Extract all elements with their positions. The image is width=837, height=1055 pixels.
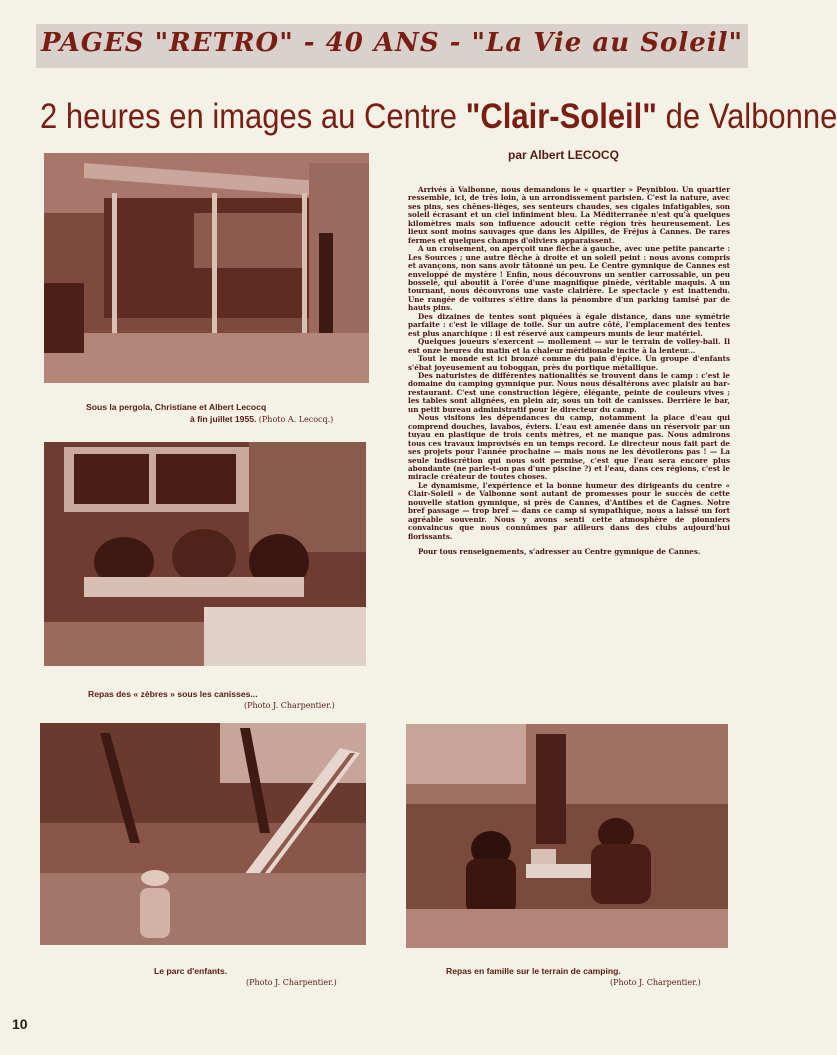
title-name: "Clair-Soleil" xyxy=(465,96,657,137)
caption-pergola-credit: (Photo A. Lecocq.) xyxy=(258,415,334,424)
title-prefix: 2 heures en images au Centre xyxy=(40,96,466,137)
article-body xyxy=(408,186,730,556)
banner-text: PAGES "RETRO" - 40 ANS - "La Vie au Soleil" xyxy=(40,28,744,58)
article-paragraph: Tout le monde est ici bronzé comme du pain d'épice. Un groupe d'enfants s'ébat joyeusement au toboggan, près du portique métallique. xyxy=(408,354,730,372)
photo-family-meal xyxy=(406,724,728,948)
article-paragraph: Nous visitons les dépendances du camp, notamment la place d'eau qui comprend douches, lavabos, éviers. L'eau est amenée dans un réservoir par un tuyau en plastique de trois cents mètres, et ne manque pas. Nous admirons tous ces travaux improvisés en un temps record. Le directeur nous fait part de ses projets pour l'année prochaine — mais nous ne les dévoilerons pas ! — La seule indiscrétion qui nous soit permise, c'est que l'eau sera encore plus abondante (ne parle-t-on pas d'une piscine ?) et l'eau, dans ces régions, c'est le miracle créateur de toutes choses. xyxy=(408,413,730,482)
caption-pergola-date: à fin juillet 1955. xyxy=(190,414,257,424)
photo-childrens-park xyxy=(40,723,366,945)
article-paragraph: Des dizaines de tentes sont piquées à égale distance, dans une symétrie parfaite : c'est le village de toile. Sur un autre côté, l'emplacement des tentes est plus anarchique : il est réservé aux campeurs munis de leur matériel. xyxy=(408,311,730,338)
article-paragraph: Quelques joueurs s'exercent — mollement — sur le terrain de volley-ball. Il est onze heures du matin et la chaleur méridionale incite à la lenteur... xyxy=(408,337,730,355)
caption-zebres xyxy=(88,688,368,712)
caption-pergola xyxy=(86,401,376,426)
article-paragraph: Le dynamisme, l'expérience et la bonne humeur des dirigeants du centre « Clair-Soleil » de Valbonne sont autant de promesses pour le succès de cette nouvelle station gymnique, si près de Cannes, d'Antibes et de Cagnes. Notre bref passage — trop bref — dans ce camp si sympathique, nous a laissé un fort agréable souvenir. Nous y avons senti cette atmosphère de pionniers convaincus que nous connûmes par ailleurs dans des clubs aujourd'hui florissants. xyxy=(408,480,730,541)
caption-family-line1: Repas en famille sur le terrain de camping. xyxy=(446,966,621,976)
caption-family xyxy=(446,965,736,989)
photo-pergola xyxy=(44,153,369,383)
caption-park xyxy=(154,965,374,989)
caption-pergola-line2 xyxy=(86,413,376,426)
caption-zebres-credit: (Photo J. Charpentier.) xyxy=(244,701,335,710)
article-title xyxy=(40,96,837,137)
photo-zebres-meal xyxy=(44,442,366,666)
caption-park-credit: (Photo J. Charpentier.) xyxy=(246,978,337,987)
caption-zebres-line1: Repas des « zèbres » sous les canisses... xyxy=(88,689,258,699)
page-number: 10 xyxy=(12,1016,28,1032)
caption-park-line1: Le parc d'enfants. xyxy=(154,966,228,976)
article-paragraph: A un croisement, on aperçoit une flèche à gauche, avec une petite pancarte : Les Sources ; une autre flèche à droite et un soleil peint : nous avons compris et avançons, non sans avoir tâtonné un peu. Le Centre gymnique de Cannes est enveloppé de mystère ! Enfin, nous découvrons un sentier carrossable, un peu bosselé, qui aboutit à l'orée d'une magnifique pinède, véritable maquis. A un tournant, nous découvrons une vaste clairière. Le spectacle y est inattendu. Une rangée de voitures s'étire dans la pénombre d'un parking tamisé par de hauts pins. xyxy=(408,244,730,313)
caption-pergola-line1: Sous la pergola, Christiane et Albert Lecocq xyxy=(86,402,267,412)
caption-family-credit: (Photo J. Charpentier.) xyxy=(610,978,701,987)
article-paragraph: Pour tous renseignements, s'adresser au Centre gymnique de Cannes. xyxy=(418,547,701,557)
article-paragraph: Des naturistes de différentes nationalités se trouvent dans le camp : c'est le domaine du camping gymnique pur. Nous nous désaltérons avec plaisir au bar-restaurant. C'est une construction légère, élégante, peinte de couleurs vives ; les tables sont alignées, en plein air, sous un toit de canisses. Derrière le bar, un petit bureau administratif pour le directeur du camp. xyxy=(408,370,730,414)
byline: par Albert LECOCQ xyxy=(508,148,619,162)
section-banner xyxy=(36,24,748,68)
article-paragraph: Arrivés à Valbonne, nous demandons le « quartier » Peyniblou. Un quartier ressemble, ici, de très loin, à un arrondissement parisien. C'est la nature, avec ses pins, ses chênes-lièges, ses senteurs chaudes, ses cigales infatigables, son soleil écrasant et un ciel infiniment bleu. La Méditerranée n'est qu'à quelques kilomètres mais son influence adoucit cette région très heureusement. Les lieux sont moins sauvages que dans les Alpilles, de Fréjus à Cannes. De rares fermes et quelques champs d'oliviers apparaissent. xyxy=(408,185,730,245)
title-suffix: de Valbonne xyxy=(656,96,837,137)
